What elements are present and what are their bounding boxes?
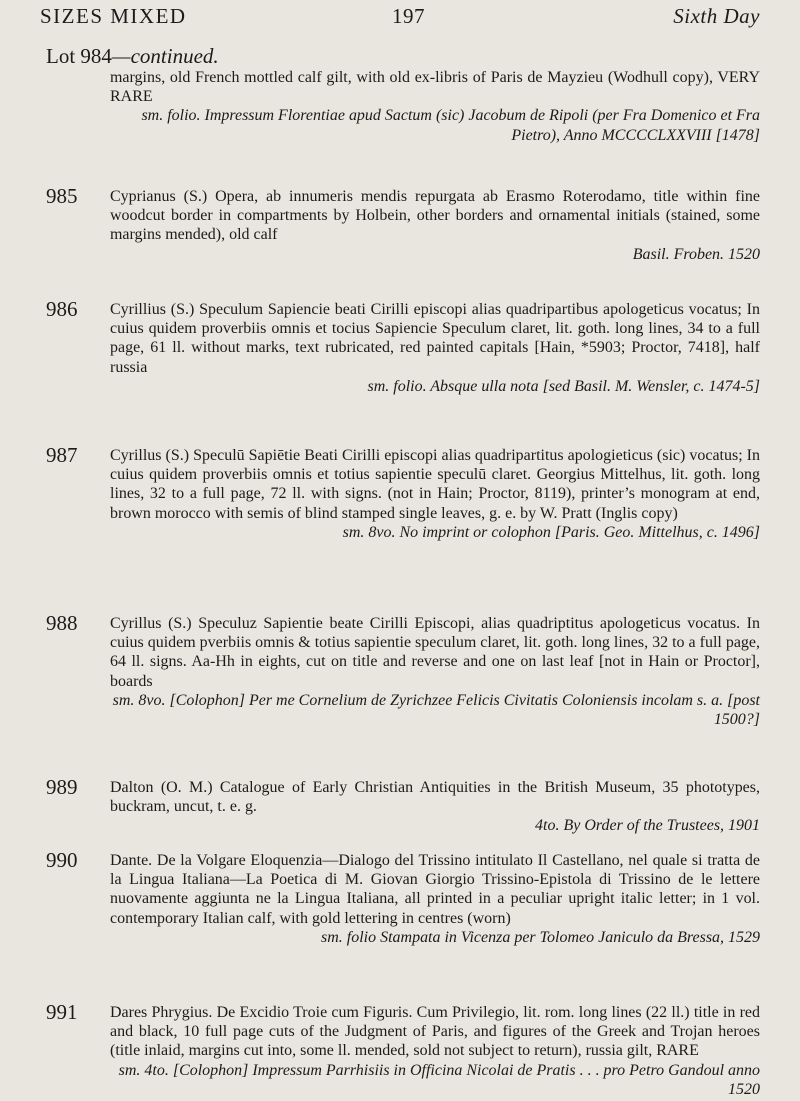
lot-number: 989: [46, 775, 78, 799]
entry-description: Dares Phrygius. De Excidio Troie cum Figuris. Cum Privilegio, lit. rom. long lines (22 ll.) title in red and black, 10 full page cuts of the Judgment of Paris, and figures of the Greek and Trojan heroes (title inlaid, margins cut into, some ll. mended, sold not subject to return), russia gilt, RARE: [110, 1004, 760, 1060]
entry-body: [110, 614, 760, 729]
lot-number: 990: [46, 848, 78, 872]
entry-body: [110, 851, 760, 947]
entry-imprint: sm. folio. Absque ulla nota [sed Basil. M. Wensler, c. 1474-5]: [367, 377, 760, 395]
lot-number: 991: [46, 1000, 78, 1024]
entry-description: Cyprianus (S.) Opera, ab innumeris mendis repurgata ab Erasmo Roterodamo, title within fine woodcut border in compartments by Holbein, other borders and ornamental initials (stained, some margins mended), old calf: [110, 188, 760, 244]
entry-imprint: sm. 4to. [Colophon] Impressum Parrhisiis in Officina Nicolai de Pratis . . . pro Petro Gandoul anno 1520: [118, 1061, 760, 1098]
entry-imprint: 4to. By Order of the Trustees, 1901: [535, 817, 760, 835]
entry-description: Cyrillus (S.) Speculuz Sapientie beate Cirilli Episcopi, alias quadriptitus apologeticus vocatus. In cuius quidem pverbiis omnis & totius sapientie speculum claret, lit. goth. long lines, 32 to a full page, 64 ll. signs. Aa-Hh in eights, cut on title and reverse and one on last leaf [not in Hain or Proctor], boards: [110, 615, 760, 690]
entry-imprint: sm. 8vo. [Colophon] Per me Cornelium de Zyrichzee Felicis Civitatis Coloniensis incolam s. a. [post 1500?]: [112, 691, 760, 728]
page-number: 197: [392, 4, 425, 28]
entry-description: Dante. De la Volgare Eloquenzia—Dialogo del Trissino intitulato Il Castellano, nel quale si tratta de la Lingua Italiana—La Poetica di M. Giovan Giorgio Trissino-Epistola di Trissino de le lettere nuovamente aggiunta ne la Lingua Italiana, all printed in a peculiar upright italic letter; in 1 vol. contemporary Italian calf, with gold lettering in centres (worn): [110, 852, 760, 927]
entry-imprint: sm. 8vo. No imprint or colophon [Paris. Geo. Mittelhus, c. 1496]: [342, 523, 760, 541]
entry-imprint: Basil. Froben. 1520: [632, 245, 760, 263]
entry-body: [110, 300, 760, 396]
entry-body: [110, 68, 760, 145]
entry-description: margins, old French mottled calf gilt, with old ex-libris of Paris de Mayzieu (Wodhull copy), VERY RARE: [110, 69, 760, 106]
entry-imprint: sm. folio. Impressum Florentiae apud Sactum (sic) Jacobum de Ripoli (per Fra Domenico et Fra Pietro), Anno MCCCCLXXVIII [1478]: [141, 107, 760, 144]
entry-body: [110, 187, 760, 264]
entry-description: Cyrillius (S.) Speculum Sapiencie beati Cirilli episcopi alias quadripartibus apologeticus vocatus; In cuius quidem proverbiis omnis et tocius Sapiencie Speculum claret, lit. goth. long lines, 34 to a full page, 61 ll. without marks, text rubricated, red painted capitals [Hain, *5903; Proctor, 7418], half russia: [110, 301, 760, 376]
entry-description: Dalton (O. M.) Catalogue of Early Christian Antiquities in the British Museum, 35 phototypes, buckram, uncut, t. e. g.: [110, 779, 760, 816]
lot-continued-header: [46, 44, 219, 69]
running-head: [40, 4, 760, 30]
entry-body: [110, 778, 760, 836]
entry-imprint: sm. folio Stampata in Vicenza per Tolomeo Janiculo da Bressa, 1529: [321, 928, 760, 946]
lot-number: 988: [46, 611, 78, 635]
lot-label: Lot 984: [46, 44, 112, 68]
lot-number: 987: [46, 443, 78, 467]
lot-number: 985: [46, 184, 78, 208]
running-head-section: SIZES MIXED: [40, 4, 187, 28]
entry-body: [110, 1003, 760, 1099]
entry-body: [110, 446, 760, 542]
continued-label: —continued.: [111, 44, 219, 68]
entry-description: Cyrillus (S.) Speculū Sapiētie Beati Cirilli episcopi alias quadripartitus apologieticus (sic) vocatus; In cuius quidem proverbiis omnis et totius sapientie speculū claret. Georgius Mittelhus, lit. goth. long lines, 32 to a full page, 72 ll. with signs. (not in Hain; Proctor, 8119), printer’s monogram at end, brown morocco with semis of blind stamped single leaves, g. e. by W. Pratt (Inglis copy): [110, 447, 760, 522]
running-head-day: Sixth Day: [673, 4, 760, 28]
lot-number: 986: [46, 297, 78, 321]
